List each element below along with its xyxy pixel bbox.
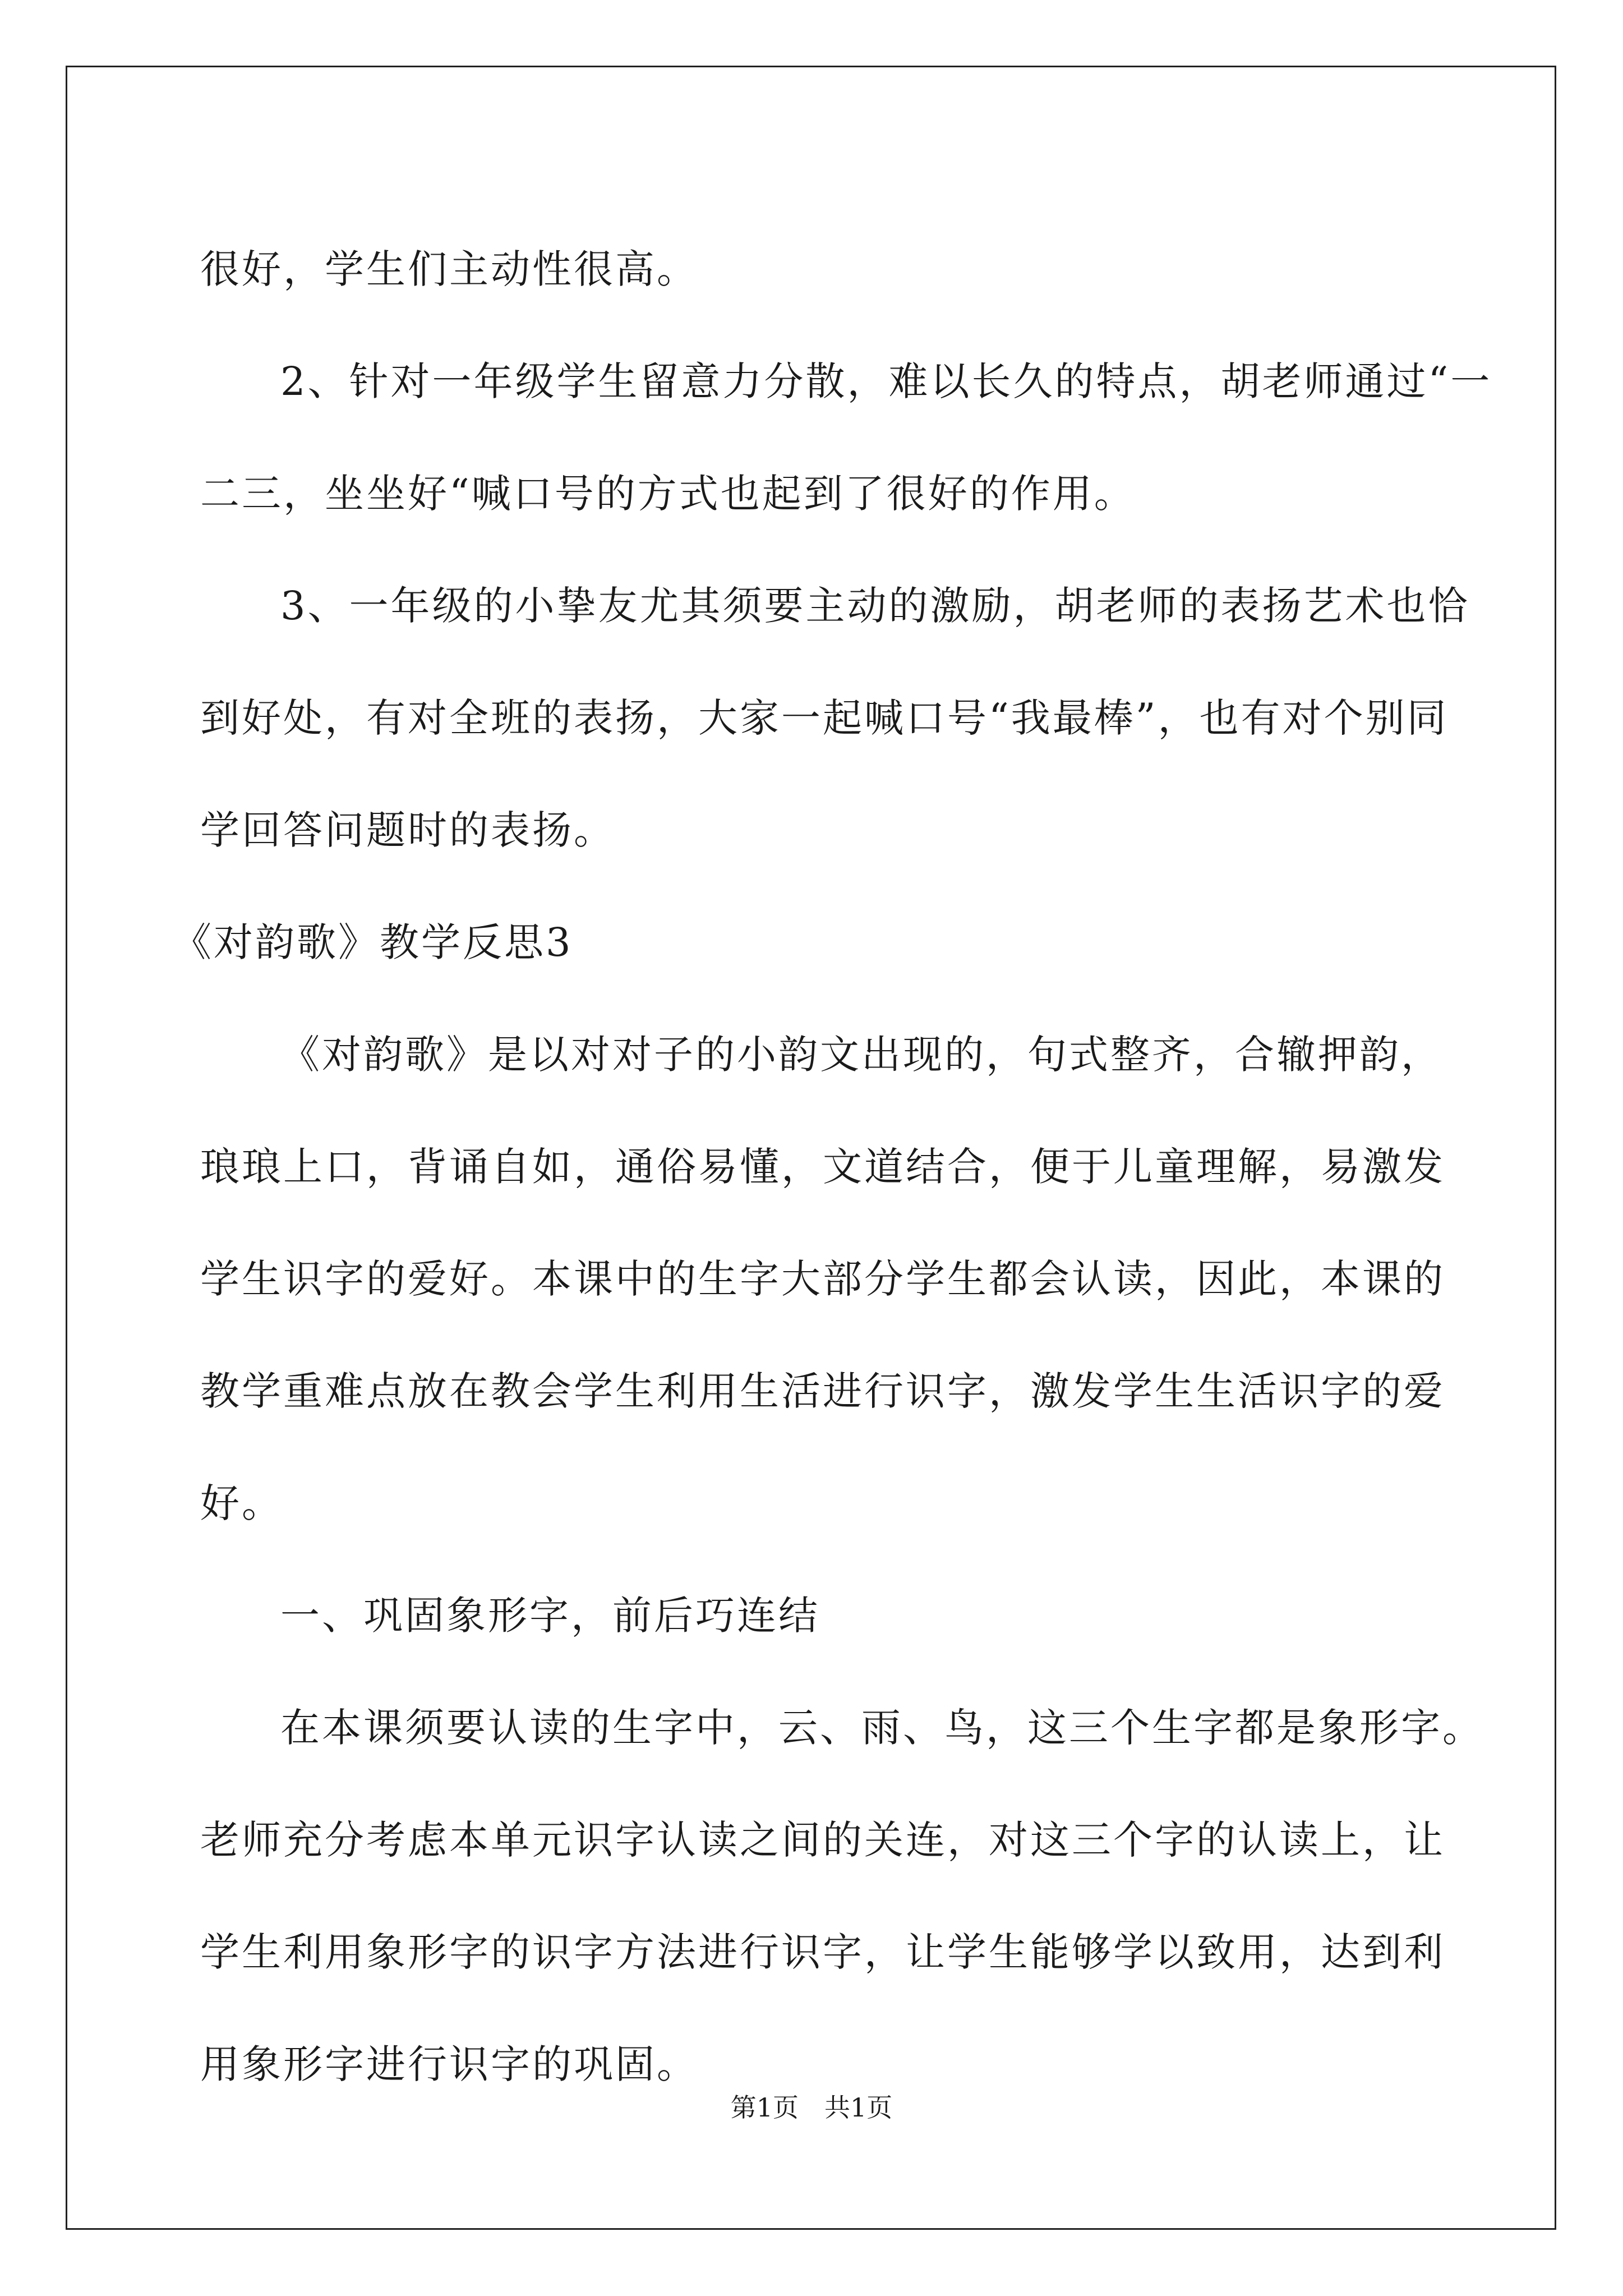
text-line: 琅琅上口，背诵自如，通俗易懂，文道结合，便于儿童理解，易激发 [200,1144,1445,1190]
text-line: 好。 [200,1480,283,1526]
text-line: 2、针对一年级学生留意力分散，难以长久的特点，胡老师通过“一 [280,358,1492,404]
text-line: 二三，坐坐好“喊口号的方式也起到了很好的作用。 [200,471,1136,517]
text-line: 在本课须要认读的生字中，云、雨、鸟，这三个生字都是象形字。 [280,1705,1484,1751]
text-line: 教学重难点放在教会学生利用生活进行识字，激发学生生活识字的爱 [200,1368,1445,1414]
text-line: 学生利用象形字的识字方法进行识字，让学生能够学以致用，达到利 [200,1929,1445,1975]
text-line: 老师充分考虑本单元识字认读之间的关连，对这三个字的认读上，让 [200,1817,1445,1863]
page-number: 第1页 [730,2092,799,2123]
page-footer [0,2091,1623,2124]
subheading: 一、巩固象形字，前后巧连结 [280,1593,820,1639]
text-line: 3、一年级的小挚友尤其须要主动的激励，胡老师的表扬艺术也恰 [280,583,1470,629]
text-line: 到好处，有对全班的表扬，大家一起喊口号“我最棒”，也有对个别同 [200,695,1449,741]
text-line: 学回答问题时的表扬。 [200,807,615,853]
text-line: 《对韵歌》是以对对子的小韵文出现的，句式整齐，合辙押韵， [280,1032,1442,1078]
text-line: 学生识字的爱好。本课中的生字大部分学生都会认读，因此，本课的 [200,1256,1445,1302]
text-line: 很好，学生们主动性很高。 [200,246,698,292]
text-line: 用象形字进行识字的巩固。 [200,2041,698,2087]
page-total: 共1页 [824,2092,893,2123]
section-heading: 《对韵歌》教学反思3 [172,919,573,965]
document-body [172,213,1492,2120]
